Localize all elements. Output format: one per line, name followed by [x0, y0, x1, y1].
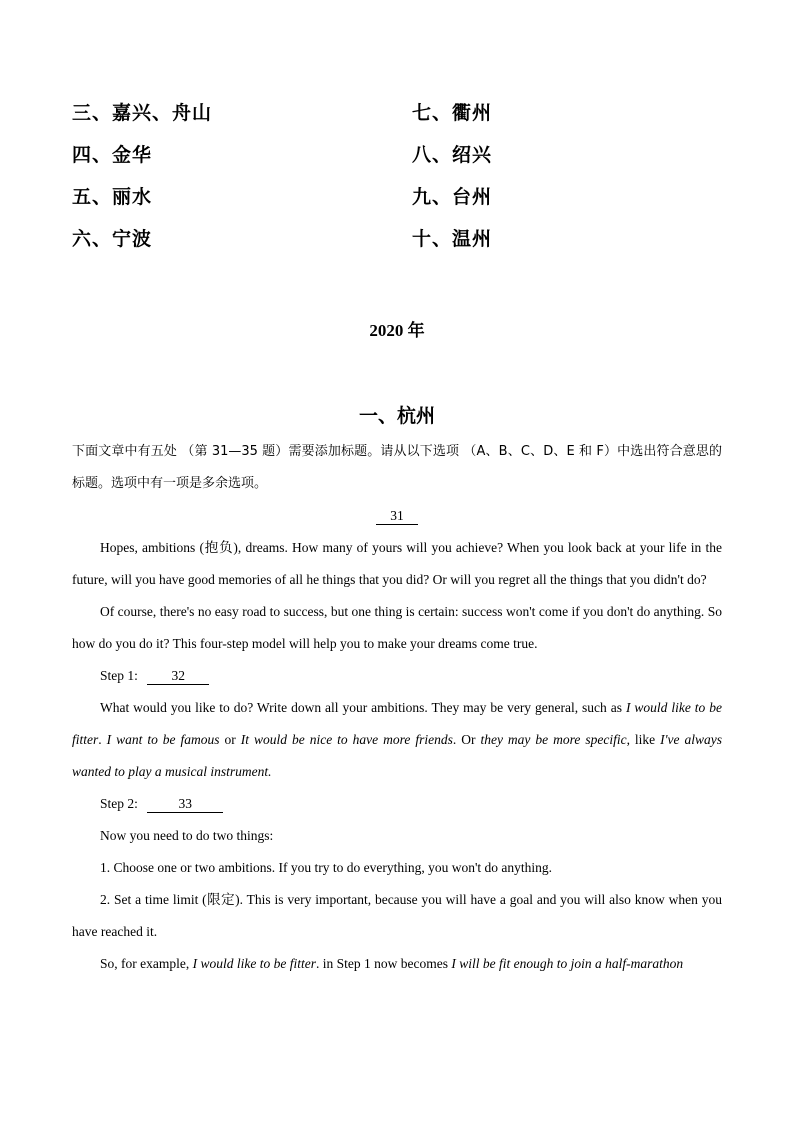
answer-blank: 32 — [147, 668, 209, 685]
step-label: Step 2: — [100, 796, 138, 811]
example-text: It would be nice to have more friends — [240, 732, 453, 747]
section-title: 一、杭州 — [358, 405, 435, 427]
text: . — [98, 732, 107, 747]
answer-blank: 31 — [376, 508, 418, 525]
region-item: 六、宁波 — [72, 228, 153, 250]
example-text: I will be fit enough to join a half-marathon — [451, 956, 684, 971]
region-item: 三、嘉兴、舟山 — [72, 102, 213, 124]
region-item: 五、丽水 — [72, 186, 153, 208]
text: , like — [626, 732, 661, 747]
example-text: I would like to be fitter — [72, 700, 722, 747]
paragraph: Of course, there's no easy road to success, but one thing is certain: success won't come if you don't do anything. So how do you do it? This four-step model will help you to make your dreams come true. — [72, 604, 722, 651]
region-list — [72, 98, 732, 266]
region-item: 七、衢州 — [412, 102, 493, 124]
list-item: 1. Choose one or two ambitions. If you try to do everything, you won't do anything. — [100, 860, 553, 875]
step-1 — [72, 660, 722, 692]
region-row — [72, 98, 732, 140]
region-item: 九、台州 — [412, 186, 493, 208]
region-item: 十、温州 — [412, 228, 493, 250]
region-item: 八、绍兴 — [412, 144, 493, 166]
text: So, for example, — [100, 956, 193, 971]
example-text: I want to be famous — [106, 732, 220, 747]
paragraph: Hopes, ambitions (抱负), dreams. How many of yours will you achieve? When you look back at your life in the future, will you have good memories of all he things that you did? Or will you regret all the things that you didn't do? — [72, 540, 722, 587]
example-text: I've always wanted to play a musical instrument. — [72, 732, 723, 779]
region-row — [72, 140, 732, 182]
region-row — [72, 182, 732, 224]
paragraph — [72, 692, 722, 788]
paragraph — [72, 948, 722, 980]
paragraph: Now you need to do two things: — [100, 828, 274, 843]
step-label: Step 1: — [100, 668, 138, 683]
passage — [72, 436, 722, 980]
region-item: 四、金华 — [72, 144, 153, 166]
instructions: 下面文章中有五处 （第 31—35 题）需要添加标题。请从以下选项 （A、B、C、D、E 和 F）中选出符合意思的标题。选项中有一项是多余选项。 — [72, 444, 722, 491]
example-text: they may be more specific — [480, 732, 627, 747]
heading-blank-31 — [72, 500, 722, 532]
region-row — [72, 224, 732, 266]
text: . Or — [452, 732, 481, 747]
step-2 — [72, 788, 722, 820]
year-heading: 2020 年 — [369, 321, 425, 340]
example-text: I would like to be fitter — [192, 956, 316, 971]
list-item: 2. Set a time limit (限定). This is very important, because you will have a goal and you will also know when you have reached it. — [72, 892, 722, 939]
answer-blank: 33 — [147, 796, 223, 813]
text: or — [219, 732, 241, 747]
text: What would you like to do? Write down all your ambitions. They may be very general, such as — [100, 700, 626, 715]
text: . in Step 1 now becomes — [315, 956, 452, 971]
